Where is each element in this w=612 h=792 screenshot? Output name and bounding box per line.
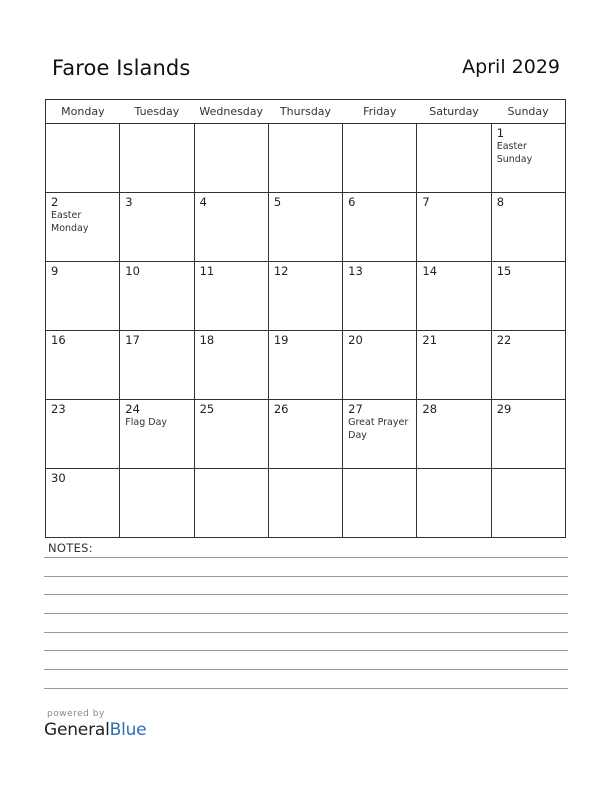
day-number: 20 xyxy=(348,333,363,347)
week-row xyxy=(46,124,566,193)
note-line xyxy=(44,669,568,670)
note-line xyxy=(44,688,568,689)
day-cell xyxy=(268,400,342,469)
day-cell xyxy=(194,400,268,469)
day-cell xyxy=(491,193,565,262)
day-number: 25 xyxy=(199,402,215,416)
day-cell xyxy=(491,124,565,193)
day-cell xyxy=(417,193,491,262)
day-number: 14 xyxy=(422,264,438,278)
day-cell xyxy=(343,469,417,538)
weekday-header: Friday xyxy=(343,100,417,124)
day-number: 24 xyxy=(125,402,140,416)
holiday-label: Easter Monday xyxy=(51,210,89,234)
holiday-label: Flag Day xyxy=(125,417,168,428)
calendar-body xyxy=(46,124,566,538)
day-number: 8 xyxy=(496,195,505,209)
day-number: 23 xyxy=(51,402,66,416)
weekday-header: Saturday xyxy=(417,100,491,124)
day-number: 16 xyxy=(51,333,66,347)
weekday-header: Wednesday xyxy=(194,100,268,124)
day-cell xyxy=(268,262,342,331)
day-cell xyxy=(194,331,268,400)
note-line xyxy=(44,557,568,558)
day-number: 27 xyxy=(348,402,363,416)
day-number: 4 xyxy=(199,195,207,209)
day-cell xyxy=(491,331,565,400)
month-title: April 2029 xyxy=(462,56,560,78)
day-number: 29 xyxy=(496,402,512,416)
weekday-header: Sunday xyxy=(491,100,565,124)
day-number: 9 xyxy=(51,264,59,278)
day-cell xyxy=(120,193,194,262)
note-line xyxy=(44,576,568,577)
day-number: 10 xyxy=(125,264,140,278)
day-number: 3 xyxy=(125,195,133,209)
day-number: 6 xyxy=(348,195,356,209)
day-cell xyxy=(194,262,268,331)
day-cell xyxy=(46,124,120,193)
day-cell xyxy=(268,124,342,193)
day-number: 19 xyxy=(273,333,289,347)
day-cell xyxy=(46,193,120,262)
day-cell xyxy=(194,193,268,262)
holiday-label: Easter Sunday xyxy=(496,141,533,165)
weekday-header: Monday xyxy=(46,100,120,124)
day-cell xyxy=(194,469,268,538)
day-cell xyxy=(417,262,491,331)
brand-blue: Blue xyxy=(109,720,147,740)
note-line xyxy=(44,613,568,614)
note-line xyxy=(44,632,568,633)
holiday-label: Great Prayer Day xyxy=(348,417,409,441)
week-row xyxy=(46,193,566,262)
day-number: 22 xyxy=(496,333,512,347)
day-number: 18 xyxy=(199,333,215,347)
powered-by-text: powered by xyxy=(47,709,105,719)
day-cell xyxy=(120,124,194,193)
day-number: 26 xyxy=(273,402,289,416)
day-number: 13 xyxy=(348,264,363,278)
day-cell xyxy=(491,400,565,469)
notes-label: NOTES: xyxy=(48,541,93,555)
weekday-header: Thursday xyxy=(268,100,342,124)
day-number: 7 xyxy=(422,195,430,209)
note-line xyxy=(44,650,568,651)
day-cell xyxy=(417,331,491,400)
day-cell xyxy=(491,469,565,538)
day-cell xyxy=(491,262,565,331)
day-cell xyxy=(417,469,491,538)
day-cell xyxy=(46,469,120,538)
day-number: 15 xyxy=(496,264,512,278)
day-number: 17 xyxy=(125,333,140,347)
day-number: 2 xyxy=(51,195,59,209)
day-cell xyxy=(194,124,268,193)
day-number: 30 xyxy=(51,471,66,485)
day-cell xyxy=(417,400,491,469)
day-number: 21 xyxy=(422,333,438,347)
weekday-header-row xyxy=(46,100,566,124)
week-row xyxy=(46,469,566,538)
day-cell xyxy=(46,331,120,400)
week-row xyxy=(46,262,566,331)
day-cell xyxy=(120,331,194,400)
day-cell xyxy=(417,124,491,193)
day-cell xyxy=(268,469,342,538)
day-cell xyxy=(120,262,194,331)
note-line xyxy=(44,594,568,595)
day-number: 11 xyxy=(199,264,215,278)
country-title: Faroe Islands xyxy=(52,56,191,80)
day-cell xyxy=(343,124,417,193)
day-cell xyxy=(46,262,120,331)
day-cell xyxy=(120,400,194,469)
day-cell xyxy=(268,193,342,262)
day-cell xyxy=(268,331,342,400)
day-number: 12 xyxy=(273,264,289,278)
week-row xyxy=(46,400,566,469)
brand-logo xyxy=(44,720,146,740)
week-row xyxy=(46,331,566,400)
calendar-grid xyxy=(45,99,566,538)
brand-general: General xyxy=(44,720,110,740)
day-cell xyxy=(46,400,120,469)
day-cell xyxy=(343,331,417,400)
weekday-header: Tuesday xyxy=(120,100,194,124)
day-cell xyxy=(343,400,417,469)
day-cell xyxy=(343,262,417,331)
day-number: 5 xyxy=(273,195,282,209)
day-cell xyxy=(343,193,417,262)
day-number: 28 xyxy=(422,402,438,416)
day-number: 1 xyxy=(496,126,505,140)
day-cell xyxy=(120,469,194,538)
